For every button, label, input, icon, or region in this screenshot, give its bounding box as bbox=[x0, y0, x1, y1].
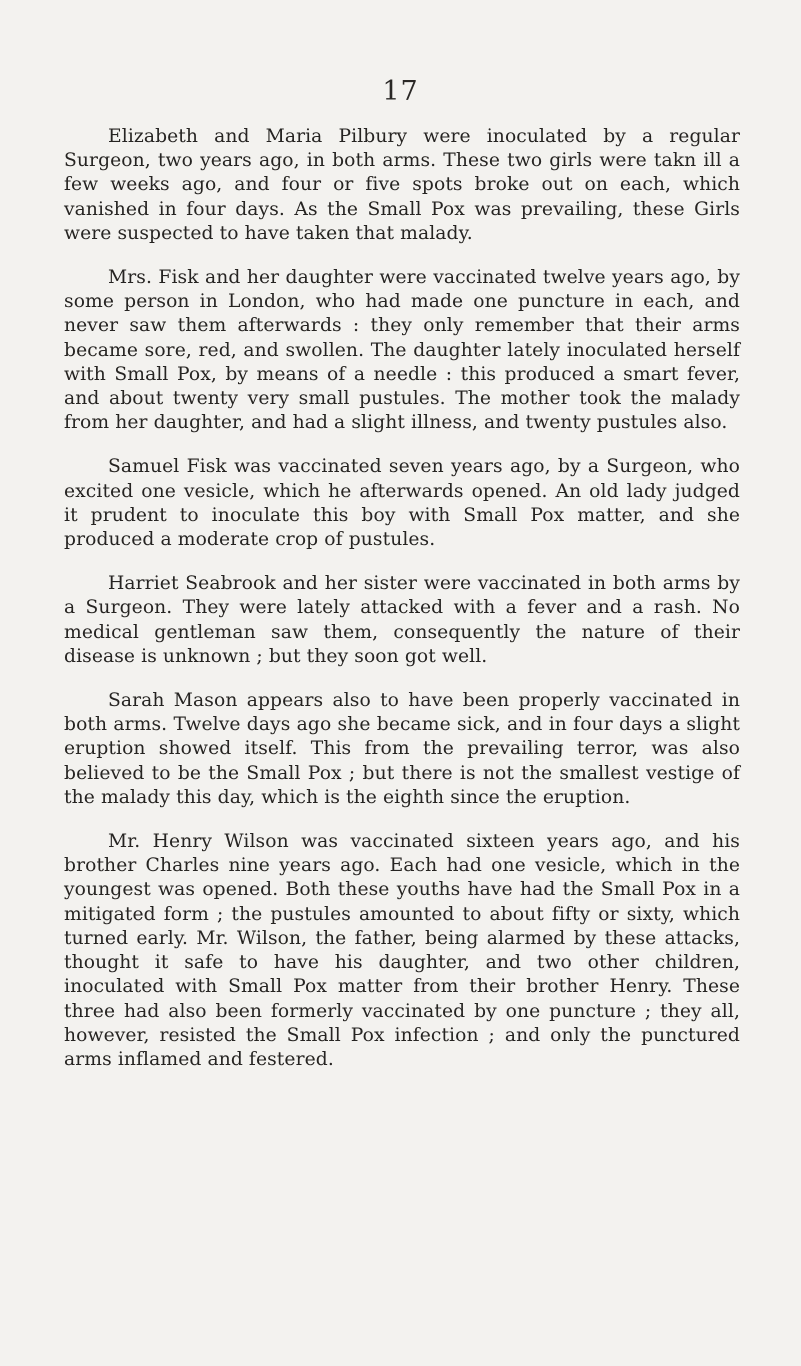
paragraph-sarah-mason: Sarah Mason appears also to have been properly vaccinated in both arms. Twelve days ago she became sick, and in four days a slight eruption showed itself. This from the prevailing terror, was also believed to be the Small Pox ; but there is not the smallest vestige of the malady this day, which is the eighth since the eruption. bbox=[64, 690, 740, 808]
paragraph-mrs-fisk: Mrs. Fisk and her daughter were vaccinated twelve years ago, by some person in London, who had made one puncture in each, and never saw them afterwards : they only remember that their arms became sore, red, and swollen. The daughter lately inoculated herself with Small Pox, by means of a needle : this produced a smart fever, and about twenty very small pustules. The mother took the malady from her daughter, and had a slight illness, and twenty pustules also. bbox=[64, 267, 740, 434]
paragraph-samuel-fisk: Samuel Fisk was vaccinated seven years ago, by a Surgeon, who excited one vesicle, which he afterwards opened. An old lady judged it prudent to inoculate this boy with Small Pox matter, and she produced a moderate crop of pustules. bbox=[64, 456, 740, 551]
paragraph-pilbury: Elizabeth and Maria Pilbury were inoculated by a regular Surgeon, two years ago, in both arms. These two girls were takn ill a few weeks ago, and four or five spots broke out on each, which vanished in four days. As the Small Pox was prevailing, these Girls were suspected to have taken that malady. bbox=[64, 126, 740, 244]
page-number: 17 bbox=[382, 76, 419, 107]
body-text bbox=[64, 125, 740, 1092]
paragraph-wilson: Mr. Henry Wilson was vaccinated sixteen years ago, and his brother Charles nine years ago. Each had one vesicle, which in the youngest was opened. Both these youths have had the Small Pox in a mitigated form ; the pustules amounted to about fifty or sixty, which turned early. Mr. Wilson, the father, being alarmed by these attacks, thought it safe to have his daughter, and two other children, inoculated with Small Pox matter from their brother Henry. These three had also been formerly vaccinated by one puncture ; they all, however, resisted the Small Pox infection ; and only the punctured arms inflamed and festered. bbox=[64, 831, 740, 1070]
paragraph-seabrook: Harriet Seabrook and her sister were vaccinated in both arms by a Surgeon. They were lately attacked with a fever and a rash. No medical gentleman saw them, consequently the nature of their disease is unknown ; but they soon got well. bbox=[64, 573, 740, 667]
